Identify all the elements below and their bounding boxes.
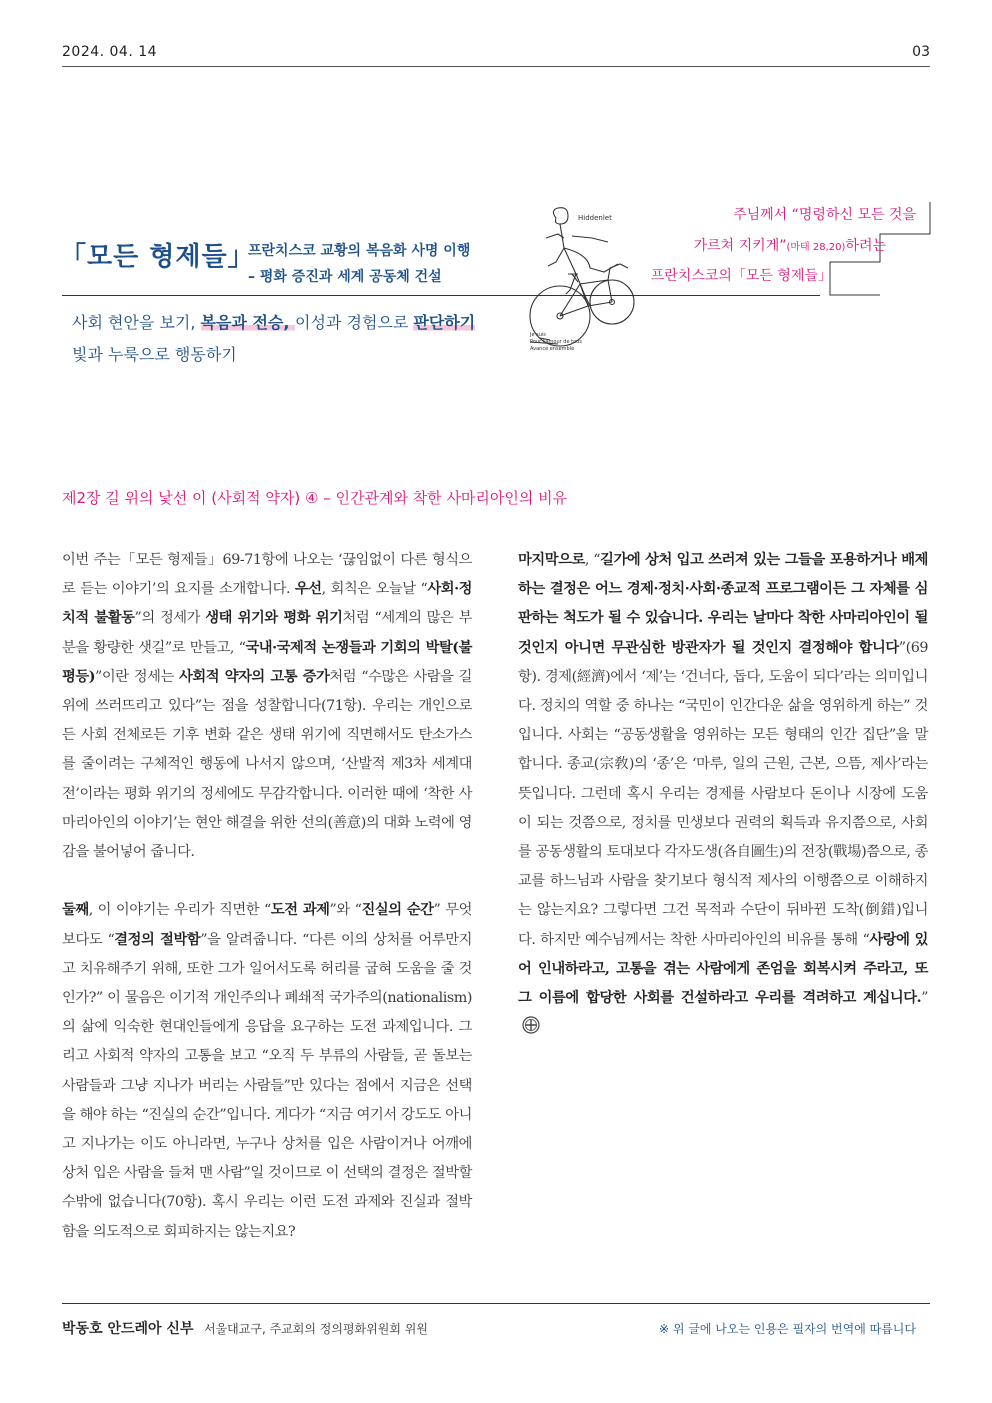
series-subtitle-2: – 평화 증진과 세계 공동체 건설 xyxy=(248,269,442,285)
method-see: 사회 현안을 보기, xyxy=(72,313,201,332)
quote-line-2: 가르쳐 지키게”(마태 28,20)하려는 xyxy=(693,238,886,254)
article-column-right-main xyxy=(518,546,928,1042)
author-name: 박동호 안드레아 신부 xyxy=(62,1321,194,1337)
svg-text:Hiddenlet: Hiddenlet xyxy=(578,214,612,222)
series-title: 「모든 형제들」 xyxy=(60,242,255,272)
method-line-2: 빛과 누룩으로 행동하기 xyxy=(72,345,237,364)
method-gospel: 복음과 전승, xyxy=(200,313,296,332)
svg-text:Je suis: Je suis xyxy=(530,332,546,338)
paragraph-2: 둘째, 이 이야기는 우리가 직면한 “도전 과제”와 “진실의 순간” 무엇보다도 “결정의 절박함”을 알려줍니다. “다른 이의 상처를 어루만지고 치유해주기 위해, 또한 그가 일어서도록 허리를 굽혀 도움을 줄 것인가?” 이 물음은 이기적 개인주의나 폐쇄적 국가주의(nationalism)의 삶에 익숙한 현대인들에게 응답을 요구하는 도전 과제입니다. 그리고 사회적 약자의 고통을 보고 “오직 두 부류의 사람들, 곧 돌보는 사람들과 그냥 지나가 버리는 사람들”만 있다는 점에서 지금은 선택을 해야 하는 “진실의 순간”입니다. 게다가 “지금 여기서 강도도 아니고 지나가는 이도 아니라면, 누구나 상처를 입은 사람이거나 어깨에 상처 입은 사람을 들쳐 맨 사람”일 것이므로 이 선택의 결정은 절박할 수밖에 없습니다(70항). 혹시 우리는 이런 도전 과제와 진실과 절박함을 의도적으로 회피하지는 않는지요? xyxy=(62,902,472,1240)
paragraph-1: 이번 주는「모든 형제들」69-71항에 나오는 ‘끊임없이 다른 형식으로 듣는 이야기’의 요지를 소개합니다. 우선, 회칙은 오늘날 “사회·정치적 불활동”의 정세가 생태 위기와 평화 위기처럼 “세계의 많은 부분을 황량한 샛길”로 만들고, “국내·국제적 논쟁들과 기회의 박탈(불평등)”이란 정세는 사회적 약자의 고통 증가처럼 “수많은 사람을 길 위에 쓰러뜨리고 있다”는 점을 성찰합니다(71항). 우리는 개인으로든 사회 전체로든 기후 변화 같은 생태 위기에 직면해서도 탄소가스를 줄이려는 구체적인 행동에 나서지 않으며, ‘산발적 제3차 세계대전’이라는 평화 위기의 정세에도 무감각합니다. 이러한 때에 ‘착한 사마리아인의 이야기’는 현안 해결을 위한 선의(善意)의 대화 노력에 영감을 불어넣어 줍니다. xyxy=(62,552,472,861)
author-role: 서울대교구, 주교회의 정의평화위원회 위원 xyxy=(204,1322,428,1336)
header-divider xyxy=(62,66,930,67)
page-number: 03 xyxy=(912,44,930,60)
article-column-left xyxy=(62,546,472,1247)
footer-divider xyxy=(62,1303,930,1304)
cross-emblem-icon xyxy=(522,1016,540,1034)
series-subtitle-1: 프란치스코 교황의 복음화 사명 이행 xyxy=(248,243,471,259)
svg-text:Pour l'amour de tous: Pour l'amour de tous xyxy=(530,339,582,345)
chapter-heading: 제2장 길 위의 낯선 이 (사회적 약자) ④ – 인간관계와 착한 사마리아인의 비유 xyxy=(62,489,568,507)
method-judge: 판단하기 xyxy=(413,313,476,332)
translation-note: ※ 위 글에 나오는 인용은 필자의 번역에 따릅니다 xyxy=(658,1322,916,1336)
paragraph-3: 마지막으로, “길가에 상처 입고 쓰러져 있는 그들을 포용하거나 배제하는 결정은 어느 경제·정치·사회·종교적 프로그램이든 그 자체를 심판하는 척도가 될 수 있습니다. 우리는 날마다 착한 사마리아인이 될 것인지 아니면 무관심한 방관자가 될 것인지 결정해야 합니다”(69항). 경제(經濟)에서 ‘제’는 ‘건너다, 돕다, 도움이 되다’라는 의미입니다. 정치의 역할 중 하나는 “국민이 인간다운 삶을 영위하게 하는” 것입니다. 사회는 “공동생활을 영위하는 모든 형태의 인간 집단”을 말합니다. 종교(宗敎)의 ‘종’은 ‘마루, 일의 근원, 근본, 으뜸, 제사’라는 뜻입니다. 그런데 혹시 우리는 경제를 사람보다 돈이나 시장에 도움이 되는 것쯤으로, 정치를 민생보다 권력의 획득과 유지쯤으로, 사회를 공동생활의 토대보다 각자도생(各自圖生)의 전장(戰場)쯤으로, 종교를 하느님과 사람을 찾기보다 형식적 제사의 이행쯤으로 이해하지는 않는지요? 그렇다면 그건 목적과 수단이 뒤바뀐 도착(倒錯)입니다. 하지만 예수님께서는 착한 사마리아인의 비유를 통해 “사랑에 있어 인내하라고, 고통을 겪는 사람에게 존엄을 회복시켜 주라고, 또 그 이름에 합당한 사회를 건설하라고 우리를 격려하고 계십니다.” xyxy=(518,546,928,1042)
svg-text:Avancé ensemble: Avancé ensemble xyxy=(530,346,575,352)
quote-reference: (마태 28,20) xyxy=(786,242,846,253)
method-line-1 xyxy=(72,310,475,333)
issue-date: 2024. 04. 14 xyxy=(62,44,158,60)
cyclist-illustration xyxy=(528,198,646,354)
quote-line-1: 주님께서 “명령하신 모든 것을 xyxy=(733,207,916,223)
method-reason: 이성과 경험으로 xyxy=(295,313,414,332)
quote-line-3: 프란치스코의「모든 형제들」 xyxy=(650,268,832,284)
